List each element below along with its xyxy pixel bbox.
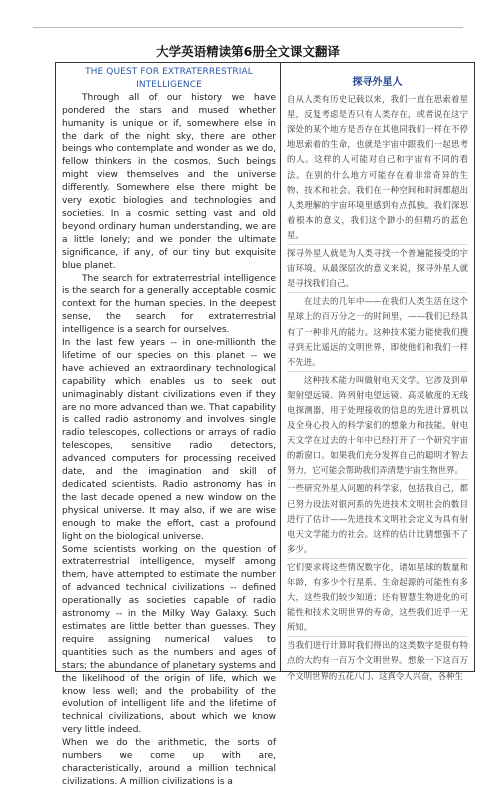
chinese-paragraph: 它们要求将这些情况数字化，诸如星球的数量和年龄，有多少个行星系、生命起源的可能性有多大，这些我们较少知道；还有智慧生物进化的可能性和技术文明世界的寿命，这些我们近乎一无所知。: [287, 561, 468, 633]
paragraph-divider: [287, 292, 468, 293]
chinese-paragraph: 探寻外星人就是为人类寻找一个普遍能接受的宇宙环境。从最深层次的意义来说，探寻外星人就是寻找我们自己。: [287, 248, 468, 289]
chinese-paragraph: 自从人类有历史记载以来，我们一直在思索着星星，反复考虑是否只有人类存在，或者说在这宁深处的某个地方是否存在其他同我们一样在不停地思索着的生命，也就是宇宙中跟我们一起思考的人。这样的人可能对自己和宇宙有不同的看法。在别的什么地方可能存在着非常奇异的生物、技术和社会。我们在一种空间和时间都超出人类理解的宇宙环境里感到有点孤独。我们深思着根本的意义，我们这个渺小的但精巧的蓝色星。: [287, 94, 468, 240]
paragraph-divider: [287, 371, 468, 372]
english-paragraph: The search for extraterrestrial intelligence is the search for a generally acceptable cosmic context for the human species. In the deepest sense, the search for extraterrestrial intelligence is a search for ourselves.: [62, 273, 276, 336]
paragraph-divider: [287, 636, 468, 637]
chinese-column: [281, 63, 474, 681]
english-column: [56, 63, 281, 787]
english-paragraph: Some scientists working on the question of extraterrestrial intelligence, myself among them, have attempted to estimate the number of advanced technical civilizations -- defined operationally as societies capable of radio astronomy -- in the Milky Way Galaxy. Such estimates are little better than guesses. They require assigning numerical values to quantities such as the numbers and ages of stars; the abundance of planetary systems and the likelihood of the origin of life, which we know less well; and the probability of the evolution of intelligent life and the lifetime of technical civilizations, about which we know very little indeed.: [62, 544, 276, 736]
chinese-paragraph: 在过去的几年中——在我们人类生活在这个星球上的百万分之一的时间里，——我们已经具有了一种非凡的能力。这种技术能力能使我们搜寻到无比遥远的文明世界，即使他们和我们一样不先进。: [287, 296, 468, 367]
paragraph-divider: [287, 479, 468, 480]
paragraph-divider: [287, 244, 468, 245]
paragraph-divider: [287, 558, 468, 559]
header-rule: [33, 27, 463, 28]
english-paragraph: Through all of our history we have pondered the stars and mused whether humanity is unique or if, somewhere else in the dark of the night sky, there are other beings who contemplate and wonder as we do, fellow thinkers in the cosmos. Such beings might view themselves and the universe differently. Somewhere else there might be very exotic biologies and technologies and societies. In a cosmic setting vast and old beyond ordinary human understanding, we are a little lonely; and we ponder the ultimate significance, if any, of our tiny but exquisite blue planet.: [62, 92, 276, 271]
english-title: THE QUEST FOR EXTRATERRESTRIAL INTELLIGENCE: [85, 67, 253, 90]
chinese-paragraph: 这种技术能力叫做射电天文学。它涉及到单架射望远镜、阵列射电望远镜、高灵敏度的无线电探测器，用于处理接收的信息的先进计算机以及全身心投入的科学家们的想象力和技能。射电天文学在过去的十年中已经打开了一个研究宇宙的新窗口。如果我们充分发挥自己的聪明才智去努力，它可能会帮助我们弄清楚宇宙生物世界。: [287, 374, 468, 476]
page-title: 大学英语精读第6册全文课文翻译: [156, 44, 340, 59]
english-paragraph: When we do the arithmetic, the sorts of numbers we come up with are, characteristically, around a million technical civilizations. A million civilizations is a: [62, 738, 276, 787]
chinese-title: 探寻外星人: [352, 77, 403, 88]
bilingual-table: [55, 62, 475, 787]
chinese-paragraph: 一些研究外星人问题的科学家，包括我自己，都已努力设法对银河系的先进技术文明社会的数目进行了估计——先进技术文明社会定义为具有射电天文学能力的社会。这样的估计比猜想强不了多少。: [287, 483, 468, 554]
chinese-paragraph: 当我们进行计算时我们得出的这类数字是很有特点的大约有一百万个文明世界。想象一下这百万个文明世界的五花八门、这真令人兴奋，各种生: [287, 640, 468, 681]
english-paragraph: In the last few years -- in one-millionth the lifetime of our species on this planet -- we have achieved an extraordinary technological capability which enables us to seek out unimaginably distant civilizations even if they are no more advanced than we. That capability is called radio astronomy and involves single radio telescopes, collections or arrays of radio telescopes, sensitive radio detectors, advanced computers for processing received date, and the imagination and skill of dedicated scientists. Radio astronomy has in the last decade opened a new window on the physical universe. It may also, if we are wise enough to make the effort, cast a profound light on the biological universe.: [62, 338, 276, 542]
